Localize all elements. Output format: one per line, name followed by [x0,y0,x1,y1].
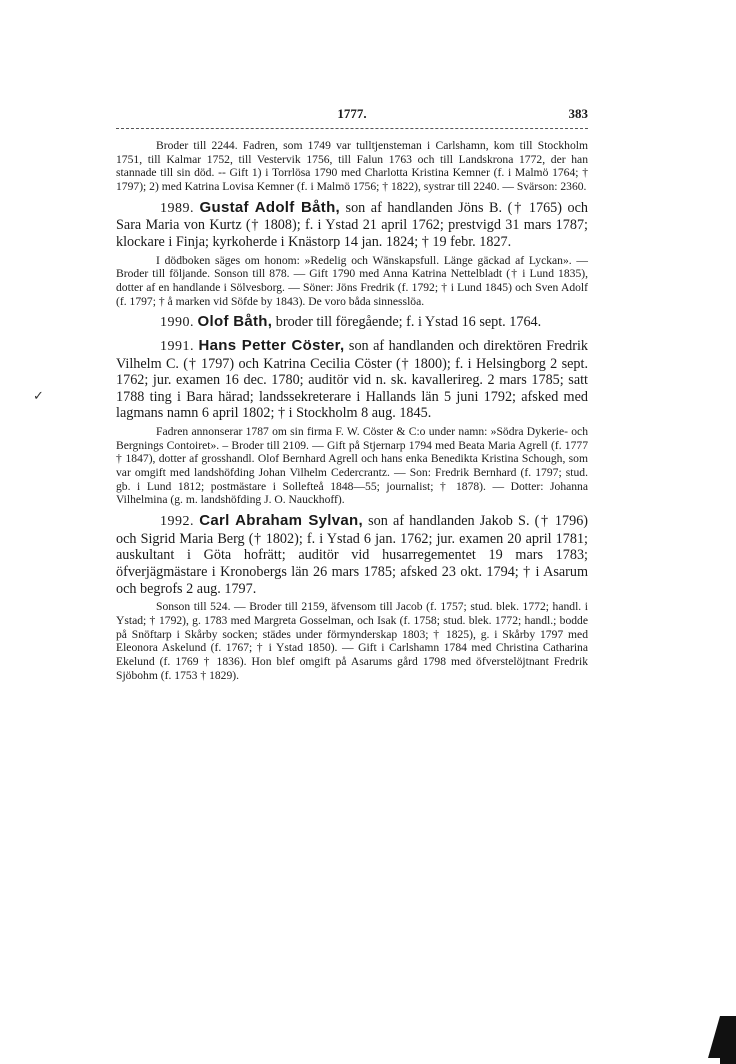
page-number: 383 [568,106,588,121]
entry-1992 [116,513,588,682]
entry-name: Gustaf Adolf Båth, [199,198,341,216]
entry-1990 [116,314,588,332]
entry-1989 [116,200,588,309]
entry-note: I dödboken säges om honom: »Redelig och Wänskapsfull. Länge gäckad af Lyckan». — Broder till följande. Sonson till 878. — Gift 1790 med Anna Katrina Nettelbladt († i Lund 1835), dotter af en handlande i Sölvesborg. — Söner: Jöns Fredrik (f. 1792; † i Lund 1845) och Sven Adolf (f. 1797; † å marken vid Söfde by 1843). De voro båda sinnesslöa. [116,253,588,308]
entry-number: 1989. [160,200,194,216]
entry-text: son af handlanden Jakob S. († 1796) och Sigrid Maria Berg († 1802); f. i Ystad 6 jan. 1762; jur. examen 20 april 1781; auskultant i Göta hofrätt; auditör vid husarregementet 19 mars 1783; öfverjägmästare i Kronobergs län 26 mars 1785; afsked 23 okt. 1794; † i Asarum och begrofs 2 aug. 1797. [116,513,589,597]
header-rule [116,128,588,129]
entry-text: broder till föregående; f. i Ystad 16 sept. 1764. [275,314,542,331]
page-content [116,106,588,682]
entry-note: Fadren annonserar 1787 om sin firma F. W. Cöster & C:o under namn: »Södra Dykerie- och Bergnings Contoiret». – Broder till 2109. — Gift på Stjernarp 1794 med Beata Maria Agrell (f. 1777 † 1847), dotter af grosshandl. Olof Bernhard Agrell och hans enka Benedikta Kristina Schough, som var omgift med landshöfding Johan Vilhelm Cedercrantz. — Son: Fredrik Bernhard (f. 1797; stud. gb. i Lund 1812; postmästare i Sollefteå 1848—55; journalist; † 1878). — Dotter: Johanna Vilhelmina (g. m. landshöfding J. O. Nauckhoff). [116,424,588,507]
entry-text: son af handlanden Jöns B. († 1765) och Sara Maria von Kurtz († 1808); f. i Ystad 21 april 1762; prestvigd 31 mars 1787; klockare i Finja; kyrkoherde i Knästorp 14 jan. 1824; † 19 febr. 1827. [116,199,588,250]
entry-note: Sonson till 524. — Broder till 2159, äfvensom till Jacob (f. 1757; stud. blek. 1772; handl. i Ystad; † 1792), g. 1783 med Margreta Gosselman, och Isak (f. 1758; stud. blek. 1772; handl.; bodde på Snöftarp i Skårby socken; städes under förmynderskap 1803; † 1825), g. i Skårby 1797 med Eleonora Askelund (f. 1767; † i Ystad 1850). — Gift i Carlshamn 1784 med Christina Catharina Ekelund (f. 1769 † 1836). Hon blef omgift på Asarums gård 1798 med öfverstelöjtnant Fredrik Sjöbohm (f. 1753 † 1829). [116,600,588,682]
margin-mark: ✓ [33,388,44,403]
entry-number: 1992. [160,514,194,530]
entry-name: Hans Petter Cöster, [198,337,345,354]
entry-name: Carl Abraham Sylvan, [199,512,363,530]
page-year: 1777. [337,106,367,121]
entry-1991 [116,338,588,507]
entry-number: 1990. [160,315,194,331]
entry-name: Olof Båth, [197,313,273,331]
running-head [116,106,588,128]
entry-number: 1991. [160,339,194,354]
page-corner-fill [720,1016,736,1064]
intro-note: Broder till 2244. Fadren, som 1749 var tulltjensteman i Carlshamn, kom till Stockholm 1751, till Kalmar 1752, till Vestervik 1756, till Falun 1763 och till Landskrona 1772, der han stannade till sin död. -- Gift 1) i Torrlösa 1790 med Charlotta Kristina Kemner (f. i Malmö 1764; † 1797); 2) med Katrina Lovisa Kemner (f. i Malmö 1756; † 1822), systrar till 2240. — Svärson: 2360. [116,139,588,194]
entry-text: son af handlanden och direktören Fredrik Vilhelm C. († 1797) och Katrina Cecilia Cöster († 1800); f. i Helsingborg 2 sept. 1762; jur. examen 16 dec. 1780; auditör vid n. sk. kavallerireg. 2 mars 1785; satt 1788 ting i Bara härad; landssekreterare i Hallands län 5 juni 1792; afsked med lagmans namn 6 april 1802; † i Stockholm 8 aug. 1845. [116,338,588,422]
page-corner-shadow [708,1016,720,1058]
